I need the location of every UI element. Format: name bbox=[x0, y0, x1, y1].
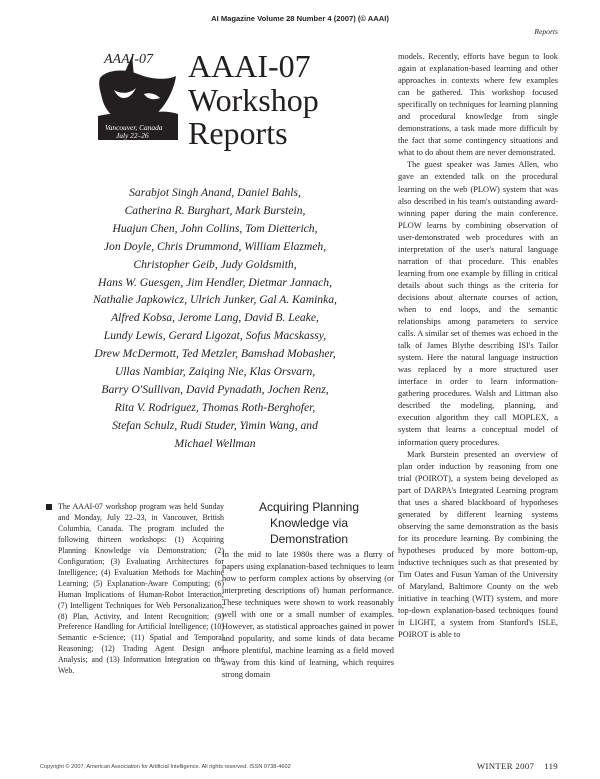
footnote-text: The AAAI-07 workshop program was held Sunday and Monday, July 22–23, in Vancouver, British Columbia, Canada. The program included the following thirteen workshops: (1) Acquiring Planning Knowledge via Demonstration; (2) Configuration; (3) Evaluating Architectures for Intelligence; (4) Evaluation Methods for Machine Learning; (5) Explanation-Aware Computing; (6) Human Implications of Human-Robot Interaction; (7) Intelligent Techniques for Web Personalization; (8) Plan, Activity, and Intent Recognition; (9) Preference Handling for Artificial Intelligence; (10) Semantic e-Science; (11) Spatial and Temporal Reasoning; (12) Trading Agent Design and Analysis; and (13) Information Integration on the Web. bbox=[58, 502, 224, 676]
title-line-2: Workshop bbox=[188, 81, 319, 118]
copyright-notice: Copyright © 2007, American Association for Artificial Intelligence. All rights reserved. ISSN 0738-4602 bbox=[40, 764, 291, 770]
title-line-1: AAAI-07 bbox=[188, 48, 311, 84]
author-line: Ullas Nambiar, Zaiqing Nie, Klas Orsvarn, bbox=[114, 365, 316, 379]
author-line: Barry O'Sullivan, David Pynadath, Jochen Renz, bbox=[101, 382, 329, 396]
author-line: Drew McDermott, Ted Metzler, Bamshad Mobasher, bbox=[94, 347, 336, 361]
author-line: Stefan Schulz, Rudi Studer, Yimin Wang, and bbox=[112, 418, 318, 432]
issue-label: WINTER 2007 bbox=[476, 761, 535, 771]
author-line: Alfred Kobsa, Jerome Lang, David B. Leake, bbox=[111, 311, 319, 325]
author-line: Christopher Geib, Judy Goldsmith, bbox=[133, 257, 297, 271]
author-line: Jon Doyle, Chris Drummond, William Elazmeh, bbox=[103, 239, 327, 253]
body-paragraph: The guest speaker was James Allen, who gave an extended talk on the procedural learning on the web (PLOW) system that was also described in his team's outstanding award-winning paper during the main conference. PLOW learns by combining observation of user-demonstrated web procedures with an interpretation of the user's natural language narration of that procedure. This enables learning from one example by filling in critical details about such things as the criteria for decisions about alternate courses of action, when to end loops, and the semantic relationships among parameters to service calls. A similar set of themes was echoed in the talk of James Blythe describing ISI's Tailor system. Here the natural language instruction was replaced by a more structured user interface in order to learn information-gathering procedures. Walsh and Littman also described the modeling, planning, and execution algorithm they call MOPLEX, a system that learns a conceptual model of information query procedures. bbox=[398, 160, 558, 447]
logo-top-text: AAAI-07 bbox=[104, 52, 153, 67]
section-label: Reports bbox=[534, 27, 558, 36]
body-column-right bbox=[398, 51, 558, 641]
body-column-middle bbox=[222, 549, 394, 682]
page-number: 119 bbox=[544, 761, 558, 771]
section-heading-line: Knowledge via bbox=[269, 515, 349, 530]
title-line-3: Reports bbox=[188, 115, 288, 151]
square-bullet-icon bbox=[46, 504, 52, 510]
author-line: Lundy Lewis, Gerard Ligozat, Sofus Macskassy, bbox=[103, 329, 327, 343]
article-title bbox=[188, 50, 319, 151]
journal-header: AI Magazine Volume 28 Number 4 (2007) (© AAAI) bbox=[211, 14, 389, 23]
logo-location-2: July 22–26 bbox=[116, 131, 149, 140]
workshop-program-note bbox=[58, 502, 224, 677]
author-line: Michael Wellman bbox=[174, 436, 256, 450]
body-paragraph: models. Recently, efforts have begun to look again at explanation-based learning and other approaches in contexts where few examples can be gathered. This workshop focused specifically on techniques for learning planning and procedural knowledge from single demonstrations, a task made more difficult by the fact that some contingency situations and what to do about them are never demonstrated. bbox=[398, 52, 558, 158]
body-paragraph: Mark Burstein presented an overview of plan order induction by reasoning from one trial (POIROT), a system being developed as part of DARPA's Integrated Learning program that uses a shared blackboard of hypotheses generated by different learning systems observing the same demonstration as the basis for its procedure learning. By combining the hypotheses produced by more bottom-up, inductive techniques such as that presented by Tim Oates and Fusun Yaman of the University of Maryland, Baltimore County on the web initiative in teaching (WIT) system, and more top-down explanation-based techniques found in LIGHT, a system from Stanford's ISLE, POIROT is able to bbox=[398, 449, 558, 640]
section-heading-line: Demonstration bbox=[269, 531, 349, 546]
author-line: Hans W. Guesgen, Jim Hendler, Dietmar Jannach, bbox=[98, 275, 332, 289]
section-heading-line: Acquiring Planning bbox=[258, 500, 360, 514]
orca-whale-logo bbox=[94, 50, 180, 140]
page-footer bbox=[467, 761, 558, 771]
author-list bbox=[40, 184, 390, 453]
author-line: Nathalie Japkowicz, Ulrich Junker, Gal A. Kaminka, bbox=[93, 293, 337, 307]
author-line: Huajun Chen, John Collins, Tom Dietterich, bbox=[112, 221, 318, 235]
body-paragraph: In the mid to late 1980s there was a flurry of papers using explanation-based techniques to learn how to perform complex actions by observing (or interpreting descriptions of) human performance. These techniques were shown to work reasonably well with one or a small number of examples. However, as statistical approaches gained in power and popularity, and some kinds of data became more plentiful, machine learning as a field moved away from this kind of learning, which requires strong domain bbox=[222, 550, 394, 680]
author-line: Catherina R. Burghart, Mark Burstein, bbox=[124, 203, 306, 217]
section-heading bbox=[228, 500, 390, 547]
logo-location-1: Vancouver, Canada bbox=[105, 123, 163, 132]
author-line: Sarabjot Singh Anand, Daniel Bahls, bbox=[129, 186, 301, 199]
author-line: Rita V. Rodriguez, Thomas Roth-Berghofer, bbox=[114, 400, 316, 414]
